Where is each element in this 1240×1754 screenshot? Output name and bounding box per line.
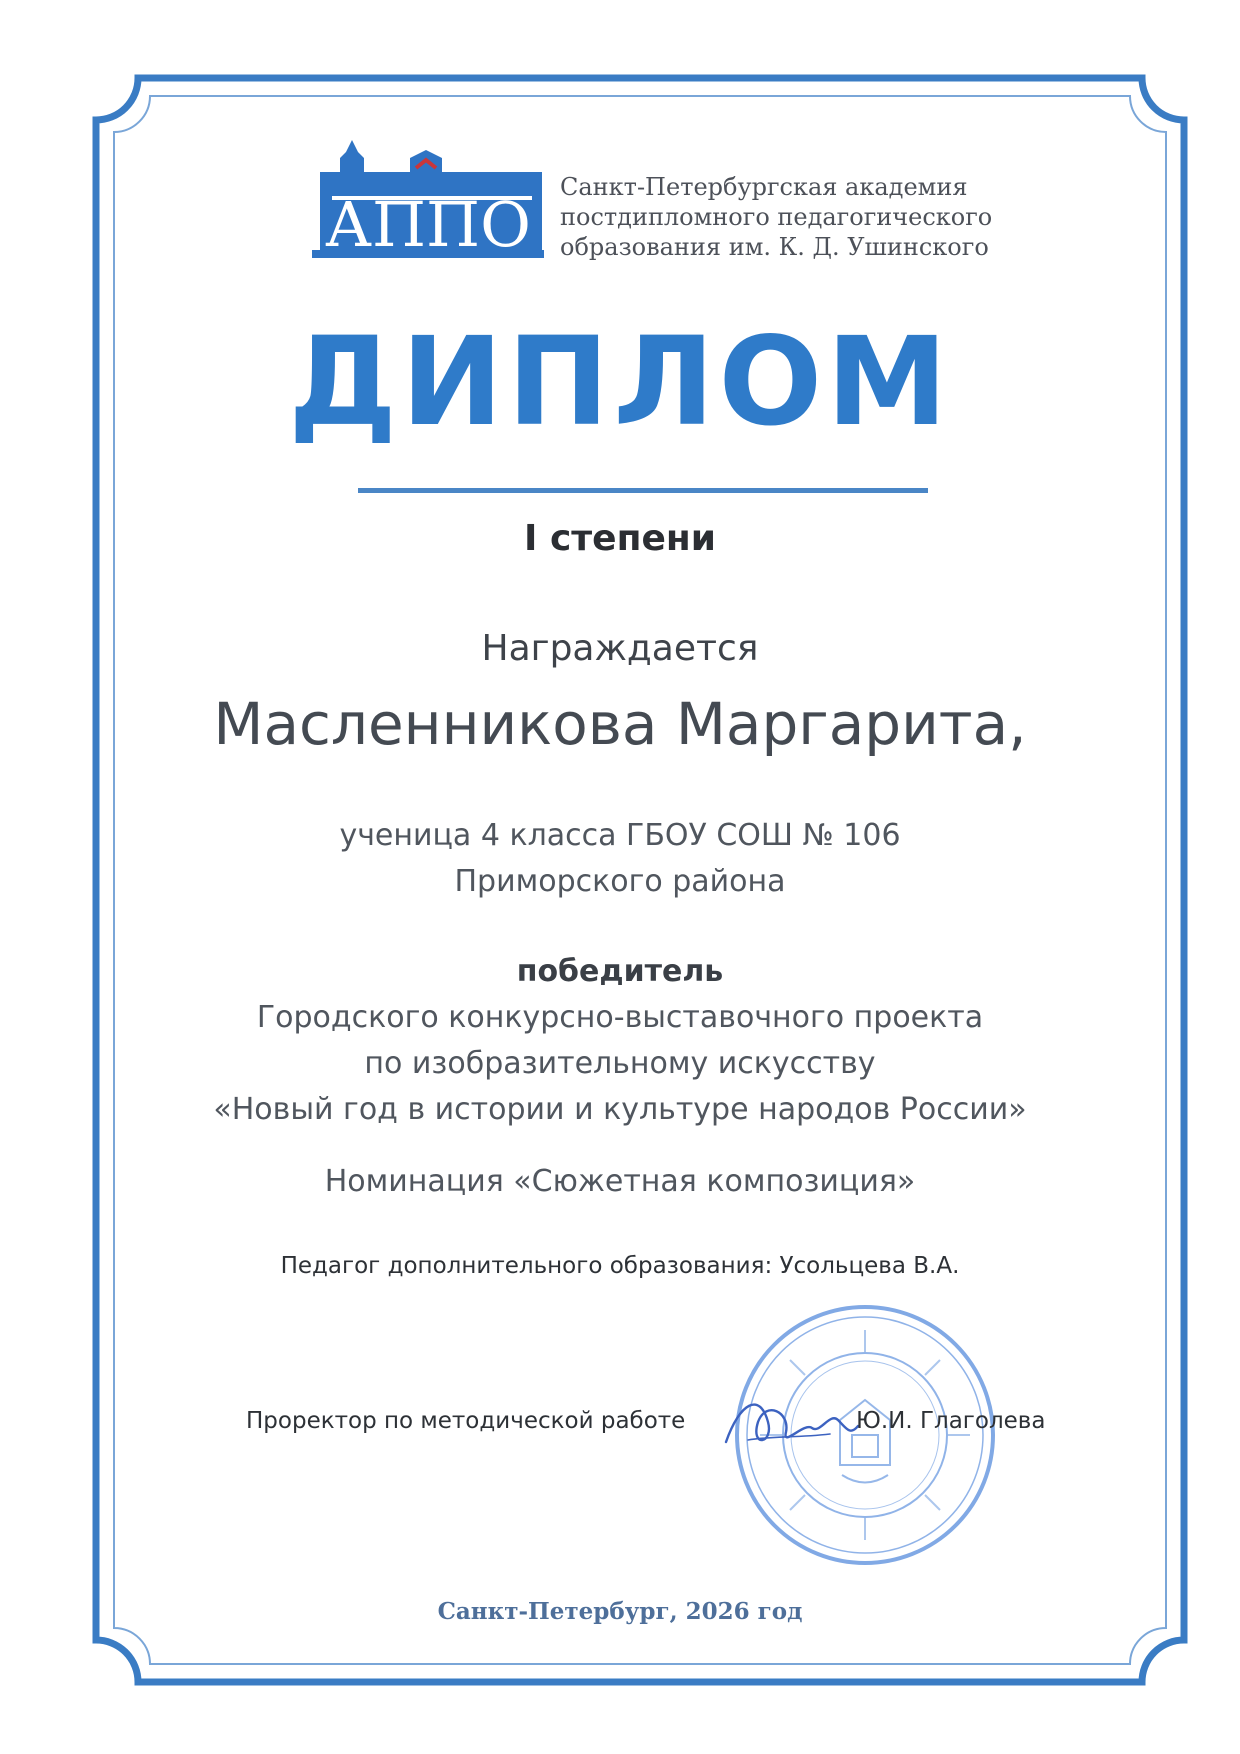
diploma-degree: I степени xyxy=(524,518,716,559)
contest-line: по изобразительному искусству xyxy=(364,1046,876,1081)
contest-line: Городского конкурсно-выставочного проекта xyxy=(256,1000,984,1035)
logo-text: АППО xyxy=(325,188,531,260)
student-info-line: Приморского района xyxy=(454,864,786,899)
recipient-name: Масленникова Маргарита, xyxy=(213,690,1027,758)
contest-line: «Новый год в истории и культуре народов России» xyxy=(213,1092,1027,1127)
organization-name xyxy=(560,172,1080,262)
footer-place-year: Санкт-Петербург, 2026 год xyxy=(437,1598,803,1625)
academy-logo xyxy=(312,132,544,260)
organization-name-line: образования им. К. Д. Ушинского xyxy=(560,233,989,261)
awarded-label: Награждается xyxy=(481,628,759,669)
award-status: победитель xyxy=(516,954,724,989)
diploma-title: ДИПЛОМ xyxy=(288,311,952,453)
student-info-line: ученица 4 класса ГБОУ СОШ № 106 xyxy=(339,818,901,853)
organization-name-line: постдипломного педагогического xyxy=(560,203,993,231)
signatory-name: Ю.И. Глаголева xyxy=(856,1408,1046,1434)
nomination: Номинация «Сюжетная композиция» xyxy=(324,1164,916,1199)
title-underline xyxy=(358,488,928,493)
signature xyxy=(720,1382,860,1462)
teacher-line: Педагог дополнительного образования: Усольцева В.А. xyxy=(280,1253,960,1279)
organization-name-line: Санкт-Петербургская академия xyxy=(560,173,968,201)
signatory-role: Проректор по методической работе xyxy=(246,1408,686,1434)
